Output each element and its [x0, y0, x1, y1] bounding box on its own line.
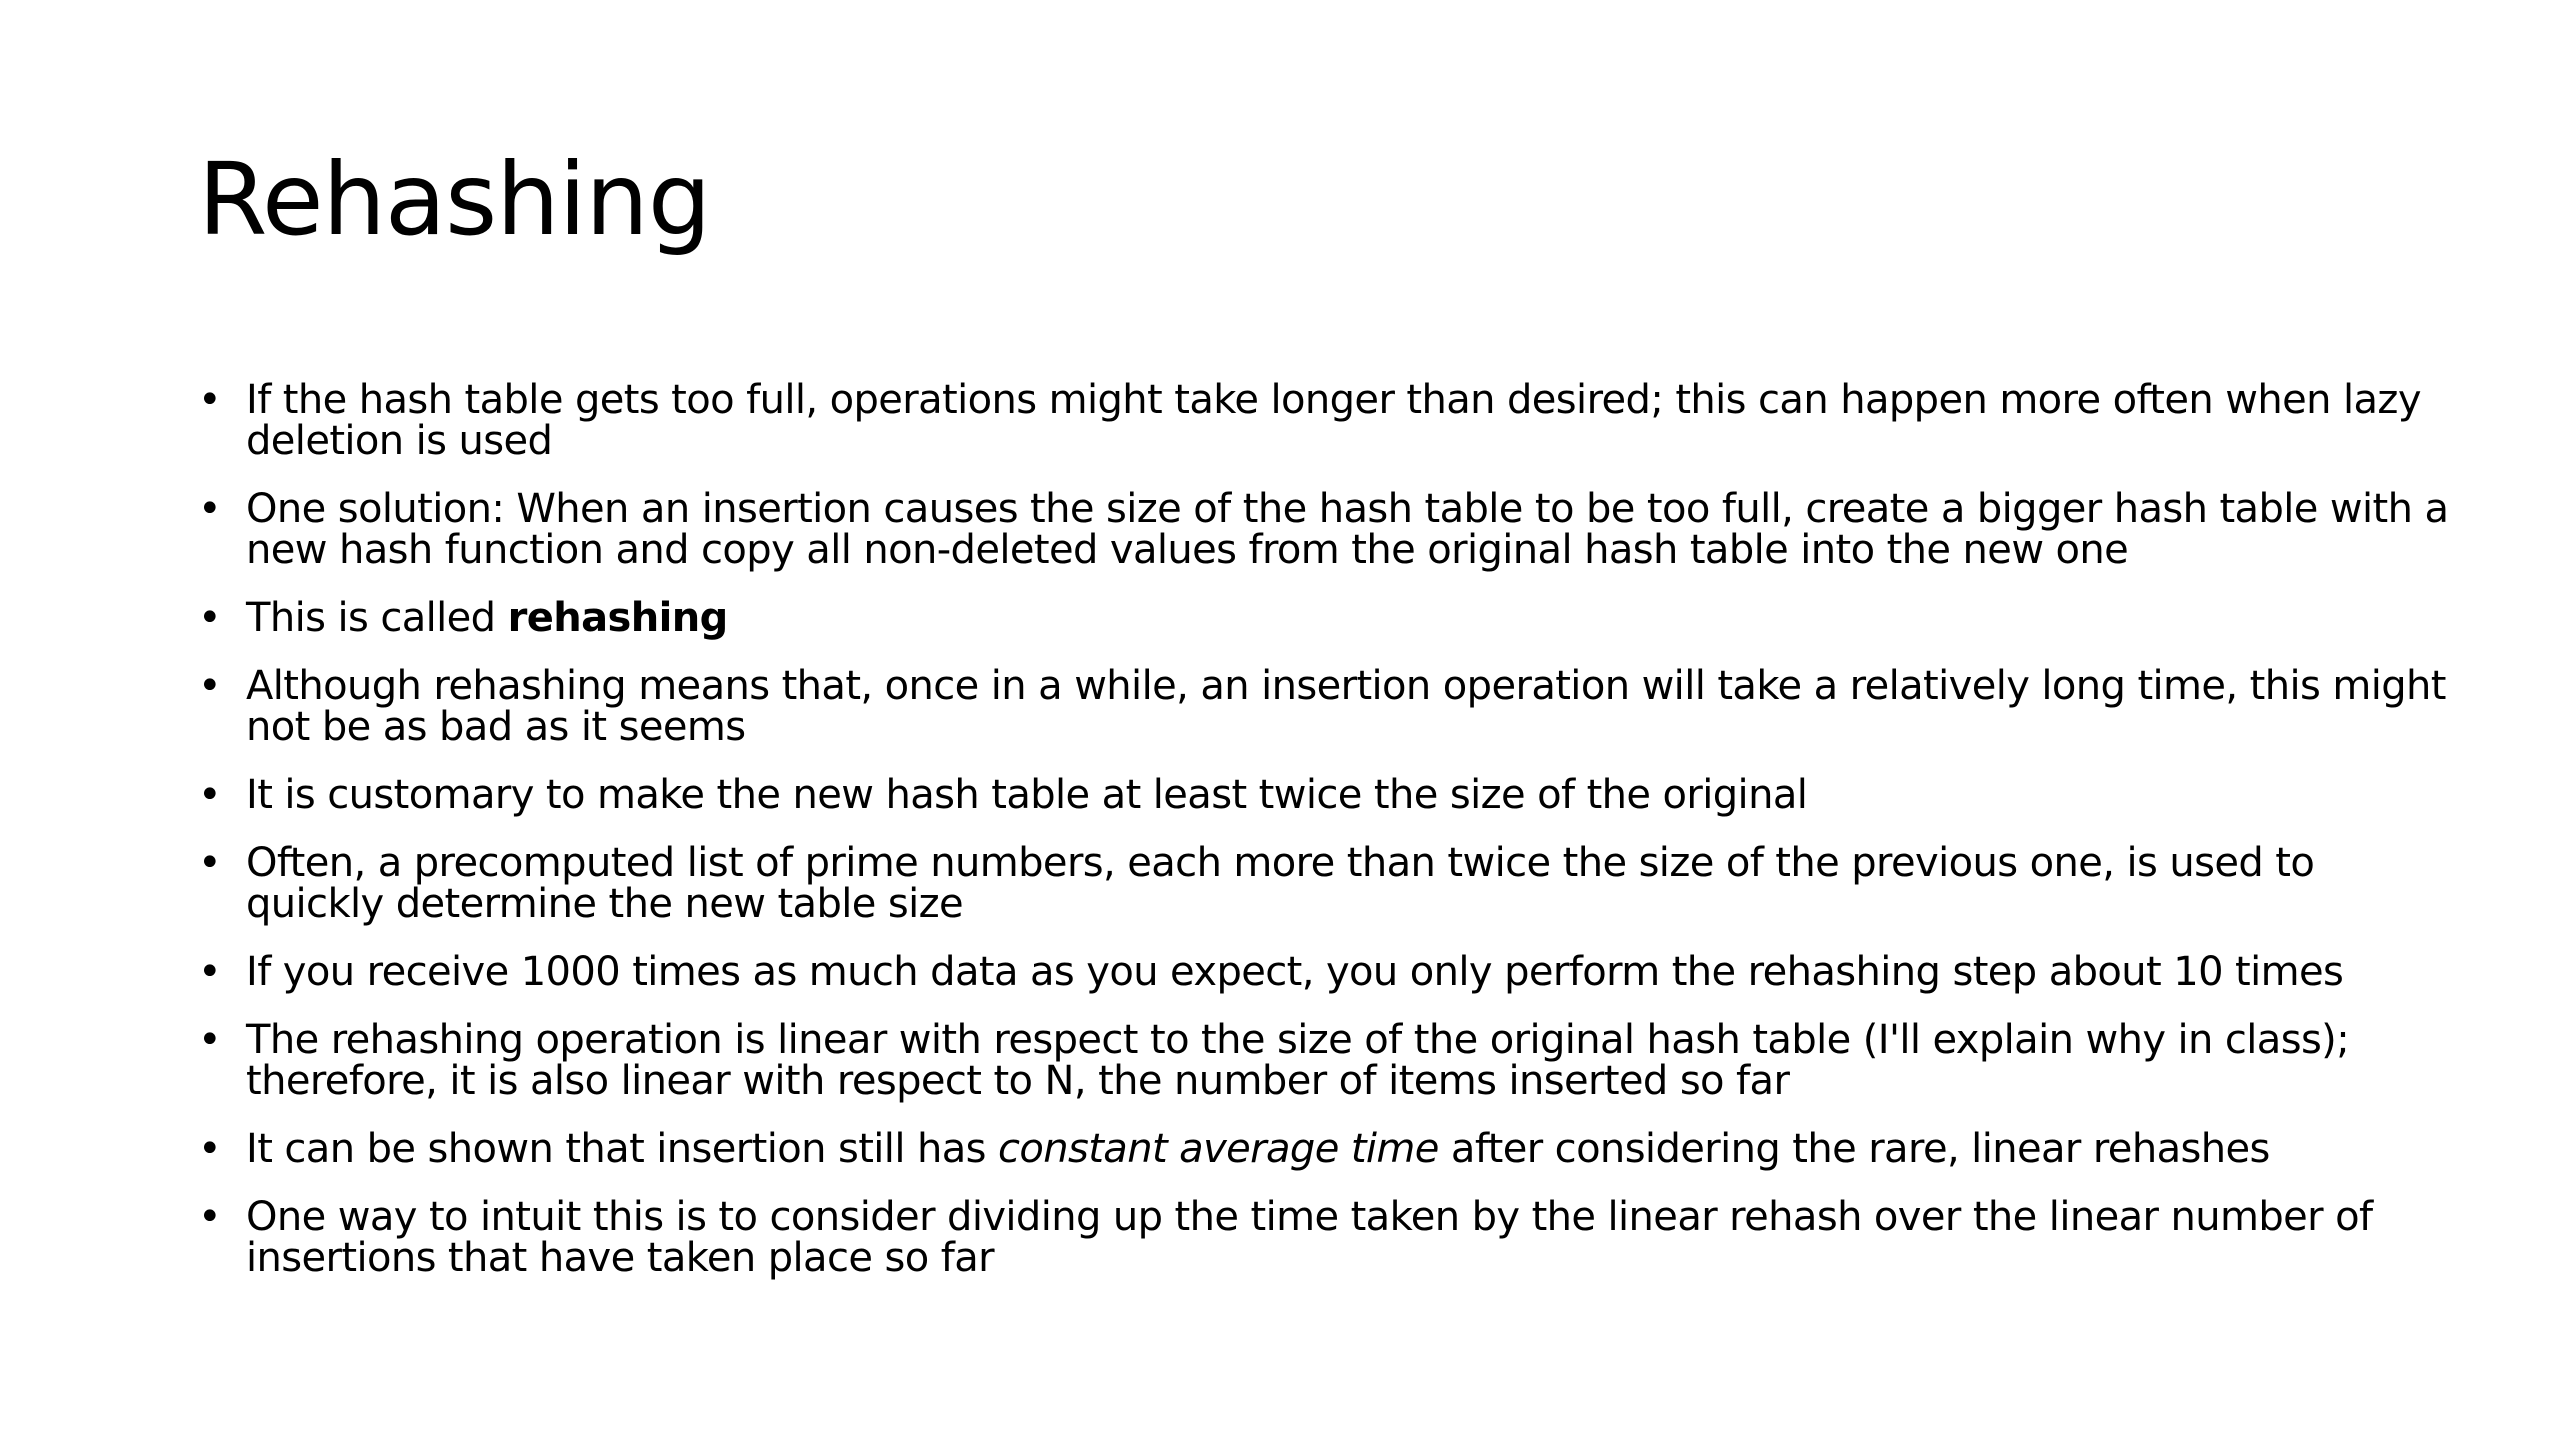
bullet-dot-icon: • — [198, 486, 221, 532]
bullet-text: Often, a precomputed list of prime numbers, each more than twice the size of the previous one, is used to quickly determine the new table size — [246, 840, 2315, 927]
bullet-item — [198, 949, 2458, 995]
bullet-item — [198, 486, 2458, 573]
bullet-item — [198, 595, 2458, 641]
italic-term: constant average time — [997, 1126, 1439, 1172]
bullet-dot-icon: • — [198, 377, 221, 423]
bullet-text: It is customary to make the new hash table at least twice the size of the original — [246, 772, 1808, 818]
bullet-item — [198, 772, 2458, 818]
bullet-text: after considering the rare, linear rehashes — [1438, 1126, 2270, 1172]
bullet-item — [198, 840, 2458, 927]
bullet-text: If you receive 1000 times as much data as you expect, you only perform the rehashing step about 10 times — [246, 949, 2344, 995]
bullet-dot-icon: • — [198, 949, 221, 995]
bullet-text: Although rehashing means that, once in a while, an insertion operation will take a relatively long time, this might not be as bad as it seems — [246, 663, 2446, 750]
bullet-dot-icon: • — [198, 1194, 221, 1240]
bullet-text: One way to intuit this is to consider dividing up the time taken by the linear rehash over the linear number of insertions that have taken place so far — [246, 1194, 2373, 1281]
bullet-item — [198, 1017, 2458, 1104]
bullet-dot-icon: • — [198, 840, 221, 886]
bullet-dot-icon: • — [198, 1017, 221, 1063]
bullet-item — [198, 663, 2458, 750]
bold-term: rehashing — [507, 595, 728, 641]
bullet-dot-icon: • — [198, 663, 221, 709]
bullet-text: If the hash table gets too full, operations might take longer than desired; this can happen more often when lazy deletion is used — [246, 377, 2421, 464]
bullet-dot-icon: • — [198, 772, 221, 818]
bullet-dot-icon: • — [198, 595, 221, 641]
bullet-item — [198, 1194, 2458, 1281]
bullet-text: This is called — [246, 595, 508, 641]
bullet-item — [198, 1126, 2458, 1172]
bullet-list — [198, 377, 2458, 1306]
bullet-text: The rehashing operation is linear with respect to the size of the original hash table (I'll explain why in class); therefore, it is also linear with respect to N, the number of items inserted so far — [246, 1017, 2350, 1104]
bullet-text: It can be shown that insertion still has — [246, 1126, 998, 1172]
bullet-text: One solution: When an insertion causes the size of the hash table to be too full, create a bigger hash table with a new hash function and copy all non-deleted values from the original hash table into the new one — [246, 486, 2449, 573]
bullet-dot-icon: • — [198, 1126, 221, 1172]
bullet-item — [198, 377, 2458, 464]
slide-title: Rehashing — [198, 141, 711, 258]
